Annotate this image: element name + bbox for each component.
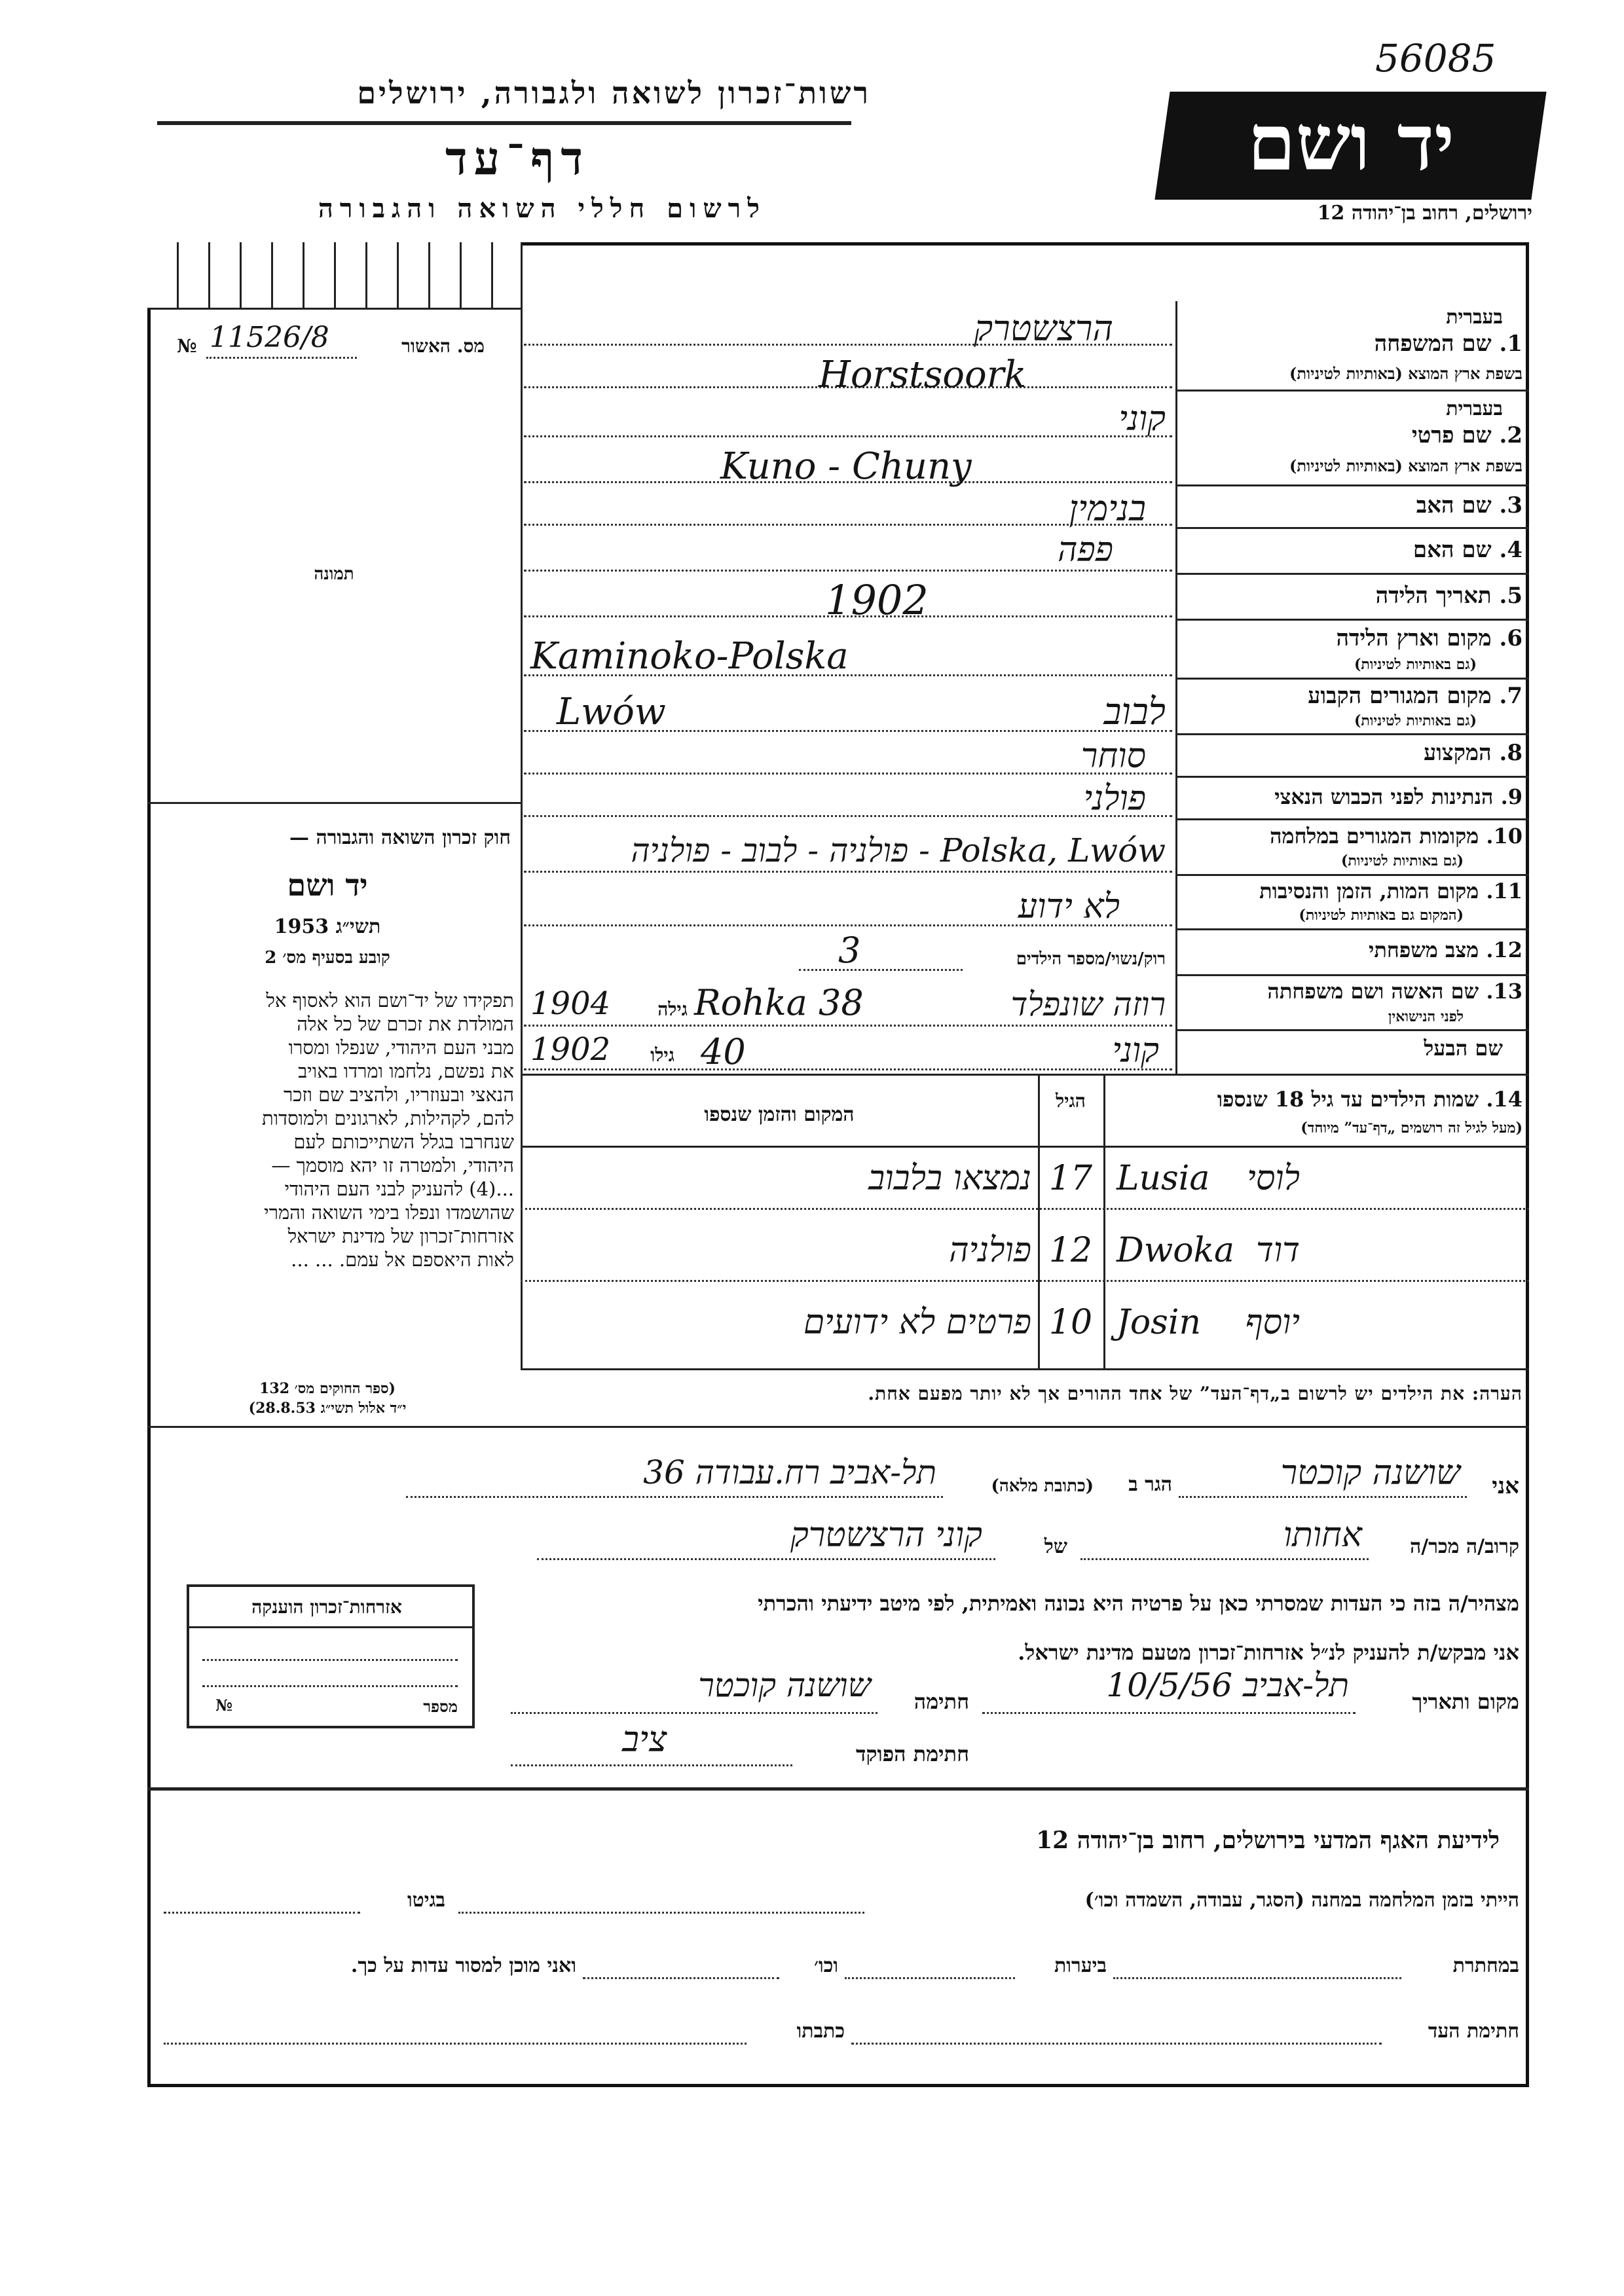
col-place: המקום והזמן שנספו — [704, 1103, 855, 1126]
rule — [1175, 974, 1529, 976]
wife-name-heb: רוזה שונפלד — [1010, 985, 1166, 1023]
child-name-lat: Lusia — [1116, 1159, 1210, 1198]
rule — [524, 570, 1172, 572]
rule — [583, 1977, 779, 1979]
approval-line — [206, 357, 357, 359]
footer-witness-sign: חתימת העד — [1428, 2020, 1519, 2043]
form-title: דף־עד — [445, 131, 589, 185]
rule — [202, 1685, 458, 1687]
rule — [1080, 1558, 1369, 1560]
label-father: 3. שם האב — [1416, 492, 1522, 519]
rule — [1179, 1496, 1467, 1498]
death-place-value: לא ידוע — [1018, 887, 1120, 926]
punch-columns — [147, 242, 521, 310]
rule — [1175, 390, 1529, 392]
rule — [1175, 484, 1529, 486]
rule — [1175, 573, 1529, 575]
law-text-line: להם, לקהילות, לארגונים ולמוסדות — [262, 1107, 514, 1129]
residence-lat: Lwów — [557, 691, 666, 733]
decl-statement: מצהיר/ה בזה כי העדות שמסרתי כאן על פרטיה היא נכונה ואמיתית, לפי מיטב ידיעתי והכרתי — [758, 1591, 1519, 1616]
decl-officer-label: חתימת הפוקד — [856, 1741, 969, 1766]
firstname-lat: Kuno - Chuny — [720, 445, 972, 488]
footer-forests: ביערות — [1054, 1954, 1107, 1977]
rule — [1175, 1029, 1529, 1031]
photo-label: תמונה — [314, 564, 354, 584]
label-war-places: 10. מקומות המגורים במלחמה — [1270, 824, 1522, 848]
label-surname: 1. שם המשפחה — [1374, 331, 1522, 357]
citizenship-title: אזרחות־זכרון הוענקה — [251, 1596, 402, 1618]
firstname-heb: קוני — [1118, 399, 1166, 439]
child-place: פרטים לא ידועים — [803, 1303, 1031, 1342]
rule — [1175, 928, 1529, 930]
decl-of-label: של — [1044, 1535, 1067, 1558]
rule — [524, 871, 1172, 873]
rule — [1113, 1977, 1401, 1979]
label-children: 14. שמות הילדים עד גיל 18 שנספו — [1217, 1087, 1522, 1112]
law-name: יד ושם — [287, 867, 368, 903]
rule — [521, 1074, 1529, 1076]
rule — [521, 1208, 1529, 1210]
child-age: 10 — [1048, 1303, 1093, 1342]
rule — [1175, 874, 1529, 876]
decl-officer-sig: ציב — [622, 1719, 667, 1760]
rule — [524, 1025, 1172, 1027]
husband-name: קוני — [1112, 1031, 1159, 1070]
rule — [845, 1977, 1015, 1979]
profession-value: סוחר — [1080, 737, 1146, 776]
child-name-heb: דוד — [1256, 1231, 1300, 1270]
law-section: קובע בסעיף מס׳ 2 — [265, 948, 390, 968]
form-subtitle: לרשום חללי השואה והגבורה — [318, 193, 766, 224]
law-ref-1: (ספר החוקים מס׳ 132 — [259, 1380, 396, 1397]
rule — [521, 1368, 1529, 1370]
label-in-hebrew-1: בעברית — [1446, 306, 1503, 329]
child-name-lat: Josin — [1116, 1303, 1201, 1342]
label-firstname-latin: בשפת ארץ המוצא (באותיות לטיניות) — [1289, 456, 1522, 475]
rule — [147, 1426, 1529, 1428]
label-firstname: 2. שם פרטי — [1411, 422, 1522, 448]
rule — [164, 2043, 747, 2045]
label-in-hebrew-2: בעברית — [1446, 397, 1503, 420]
law-text-line: תפקידו של יד־ושם הוא לאסוף אל — [266, 989, 514, 1011]
yad-vashem-logo — [1154, 92, 1546, 200]
rule — [851, 2043, 1382, 2045]
decl-request: אני מבקש/ת להעניק לנ״ל אזרחות־זכרון מטעם מדינת ישראל. — [1018, 1640, 1519, 1665]
rule — [164, 1912, 360, 1914]
law-text-line: היהודי, ולמטרה זו יהא מוסמך — — [271, 1154, 514, 1176]
children-note: הערה: את הילדים יש לרשום ב„דף־העד” של אחד ההורים אך לא יותר מפעם אחת. — [868, 1383, 1522, 1404]
rule — [1175, 619, 1529, 621]
header-address: ירושלים, רחוב בן־יהודה 12 — [1317, 202, 1532, 225]
child-place: פולניה — [949, 1231, 1031, 1270]
father-name: בנימין — [1069, 488, 1146, 529]
label-death: 11. מקום המות, הזמן והנסיבות — [1259, 879, 1522, 903]
approval-no-symbol: № — [177, 335, 197, 357]
law-text-line: לאות היאספם אל עמם. ... ... — [291, 1248, 514, 1271]
footer-etc: וכו׳ — [814, 1954, 838, 1977]
decl-i-label: אני — [1492, 1473, 1519, 1499]
label-mother: 4. שם האם — [1412, 537, 1522, 563]
child-age: 12 — [1048, 1231, 1093, 1270]
label-wife-sub: לפני הנישואין — [1388, 1008, 1464, 1025]
rule — [799, 969, 963, 971]
husband-age-label: גילו — [650, 1044, 674, 1066]
law-text-line: מבני העם היהודי, שנפלו ומסרו — [288, 1036, 514, 1059]
law-year: תשי״ג 1953 — [274, 915, 381, 938]
label-children-sub: (מעל לגיל זה רושמים „דף־עד” מיוחד) — [1301, 1120, 1522, 1137]
decl-place-date-label: מקום ותאריך — [1412, 1689, 1519, 1714]
approval-label: מס. האשור — [401, 335, 485, 357]
wife-name-lat: Rohka 38 — [694, 982, 864, 1023]
table-row — [521, 1218, 1529, 1290]
husband-birth-year: 1902 — [530, 1031, 611, 1068]
law-text-line: שהושמדו ונפלו בימי השואה והמרי — [264, 1201, 514, 1224]
rule — [1175, 678, 1529, 680]
surname-heb: הרצשטרק — [974, 308, 1113, 349]
org-line: רשות־זכרון לשואה ולגבורה, ירושלים — [357, 75, 871, 111]
label-divider — [1175, 301, 1177, 1074]
decl-place-date: תל-אביב 10/5/56 — [1106, 1666, 1349, 1704]
label-surname-latin: בשפת ארץ המוצא (באותיות לטיניות) — [1289, 364, 1522, 383]
law-text-line: המולדת את זכרם של כל אלה — [297, 1013, 514, 1035]
birth-date: 1902 — [825, 576, 929, 624]
citizenship-number-label: מספר — [423, 1697, 458, 1716]
label-residence-sub: (גם באותיות לטיניות) — [1354, 712, 1477, 729]
decl-sign-label: חתימה — [913, 1689, 969, 1714]
law-text-line: אזרחות־זכרון של מדינת ישראל — [287, 1225, 514, 1247]
approval-value: 11526/8 — [210, 321, 329, 354]
label-marital: 12. מצב משפחתי — [1369, 938, 1522, 962]
rule — [511, 1764, 792, 1766]
footer-ghetto: בגיטו — [407, 1889, 445, 1912]
archive-number: 56085 — [1375, 36, 1496, 81]
sidebar-law-rule — [147, 802, 521, 804]
decl-resides: הגר ב — [1128, 1473, 1172, 1496]
citizenship-box — [187, 1584, 475, 1728]
label-death-sub: (המקום גם באותיות לטיניות) — [1299, 907, 1464, 924]
law-text-line: ...(4) להעניק לבני העם היהודי — [284, 1178, 514, 1200]
footer-address: כתבתו — [796, 2020, 845, 2043]
label-war-places-sub: (גם באותיות לטיניות) — [1340, 852, 1464, 869]
rule — [1175, 527, 1529, 529]
citizenship-no-symbol: № — [215, 1696, 233, 1715]
mother-name: פפה — [1058, 530, 1113, 570]
label-nationality: 9. הנתינות לפני הכבוש הנאצי — [1274, 784, 1522, 809]
rule — [406, 1496, 943, 1498]
birth-place: Kaminoko-Polska — [530, 635, 849, 678]
wife-birth-year: 1904 — [530, 985, 611, 1022]
rule — [537, 1558, 995, 1560]
rule — [982, 1712, 1356, 1714]
table-row — [521, 1290, 1529, 1362]
footer-camp: הייתי בזמן המלחמה במחנה (הסגר, עבודה, השמדה וכו׳) — [1084, 1889, 1519, 1912]
law-text-line: את נפשם, נלחמו ומרדו באויב — [298, 1060, 514, 1082]
wife-age-label: גילה — [657, 998, 688, 1020]
decl-of-name: קוני הרצשטרק — [790, 1516, 982, 1555]
label-birth-place-sub: (גם באותיות לטיניות) — [1354, 656, 1477, 673]
label-birth-date: 5. תאריך הלידה — [1375, 583, 1522, 609]
law-ref-2: י״ד אלול תשי״ג 28.8.53) — [248, 1400, 407, 1417]
children-table-body — [521, 1146, 1529, 1368]
footer-willing: ואני מוכן למסור עדות על כך. — [350, 1954, 576, 1977]
col-age: הגיל — [1056, 1090, 1086, 1112]
decl-relation: אחותו — [1283, 1516, 1362, 1555]
rule — [1175, 733, 1529, 735]
table-row — [521, 1146, 1529, 1218]
child-name-heb: יוסף — [1245, 1303, 1300, 1342]
rule — [458, 1912, 864, 1914]
footer-title: לידיעת האגף המדעי בירושלים, רחוב בן־יהודה 12 — [1036, 1827, 1500, 1854]
rule — [147, 1787, 1529, 1791]
label-birth-place: 6. מקום וארץ הלידה — [1336, 625, 1522, 651]
label-wife: 13. שם האשה ושם משפחתה — [1267, 979, 1522, 1004]
rule — [1175, 818, 1529, 820]
law-text-line: שנחרבו בגלל השתייכותם לעם — [293, 1131, 514, 1153]
label-profession: 8. המקצוע — [1423, 740, 1522, 766]
decl-full-addr-label: (כתובת מלאה) — [991, 1476, 1094, 1496]
rule — [202, 1659, 458, 1661]
label-residence: 7. מקום המגורים הקבוע — [1308, 683, 1522, 709]
rule — [1175, 776, 1529, 778]
decl-name: שושנה קוכטר — [1280, 1453, 1460, 1493]
children-count: 3 — [838, 930, 861, 971]
rule — [189, 1626, 472, 1628]
child-name-lat: Dwoka — [1116, 1231, 1235, 1270]
rule — [521, 1280, 1529, 1282]
logo-text: יד ושם — [1247, 97, 1455, 188]
child-place: נמצאו בלבוב — [868, 1159, 1031, 1198]
footer-underground: במחתרת — [1452, 1954, 1519, 1977]
child-name-heb: לוסי — [1247, 1159, 1300, 1198]
husband-age: 40 — [701, 1031, 746, 1072]
decl-signature: שושנה קוכטר — [698, 1666, 871, 1704]
nationality-value: פולני — [1083, 779, 1146, 818]
decl-relation-label: קרוב/ה מכר/ה — [1410, 1535, 1519, 1558]
marital-options: רוק/נשוי/מספר הילדים — [1016, 949, 1166, 969]
decl-address: תל-אביב רח.עבודה 36 — [643, 1453, 936, 1491]
surname-lat: Horstsoork — [819, 354, 1027, 396]
law-text-line: הנאצי ובעוזריו, ולהציב שם וזכר — [284, 1084, 514, 1106]
rule — [511, 1712, 877, 1714]
law-text — [154, 989, 514, 1271]
residence-heb: לבוב — [1103, 691, 1166, 733]
label-husband: שם הבעל — [1424, 1036, 1503, 1061]
war-places-value: Polska, Lwów - פולניה - לבוב - פולניה — [631, 831, 1166, 869]
law-title: חוק זכרון השואה והגבורה — — [289, 826, 511, 849]
child-age: 17 — [1048, 1159, 1093, 1198]
header-rule — [157, 121, 851, 125]
